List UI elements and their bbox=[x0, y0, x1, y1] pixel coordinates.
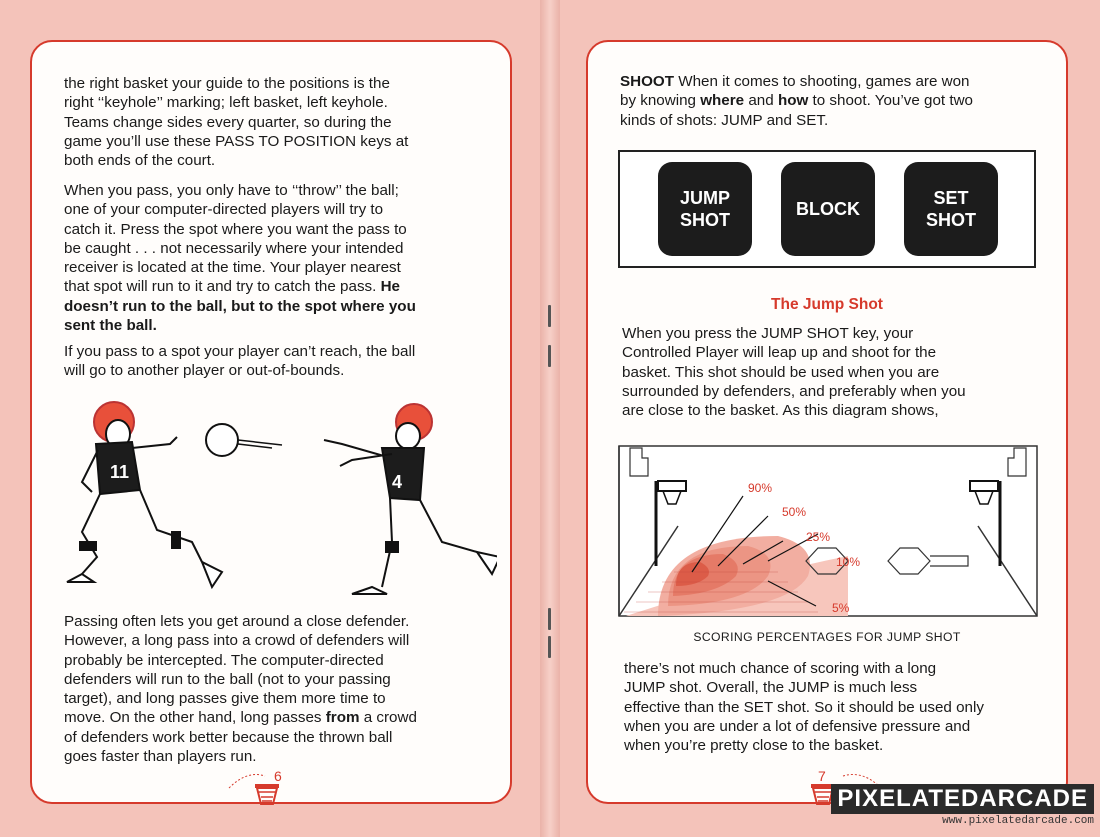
jersey-number: 11 bbox=[110, 462, 130, 482]
passing-illustration bbox=[52, 382, 497, 597]
label-25: 25% bbox=[806, 530, 831, 544]
paragraph-keyhole: the right basket your guide to the positions is the right ‘‘keyhole’’ marking; left basket, left keyhole. Teams change sides every quarter, so during the game you’ll use these PASS TO POSITION keys at both ends of the court. bbox=[64, 75, 409, 170]
paragraph-jump-shot: When you press the JUMP SHOT key, your Controlled Player will leap up and shoot for the basket. This shot should be used when you are surrounded by defenders, and preferably when you are close to the basket. As this diagram shows, bbox=[622, 325, 966, 420]
basketball bbox=[206, 424, 238, 456]
basket-net-icon bbox=[227, 770, 307, 806]
jersey-number: 4 bbox=[392, 472, 403, 492]
staple bbox=[548, 608, 551, 630]
jump-shot-court-diagram bbox=[618, 436, 1038, 626]
player-right bbox=[324, 404, 497, 594]
section-heading: The Jump Shot bbox=[771, 296, 883, 313]
label-90: 90% bbox=[748, 481, 773, 495]
label-10: 10% bbox=[836, 555, 861, 569]
paragraph-passing: When you pass, you only have to ‘‘throw’’ the ball; one of your computer-directed players will try to catch it. Press the spot where you want the pass to be caught . . . not necessarily where your intended receiver is located at the time. Your player nearest that spot will run to it and try to catch the pass. He doesn’t run to the ball, but to the spot where you sent the ball. bbox=[64, 182, 416, 335]
paragraph-long-jump: there’s not much chance of scoring with a long JUMP shot. Overall, the JUMP is much less effective than the SET shot. So it should be used only when you are under a lot of defensive pressure and when you’re pretty close to the basket. bbox=[624, 660, 984, 755]
page-number: 7 bbox=[818, 768, 826, 784]
page-number: 6 bbox=[274, 768, 282, 784]
staple bbox=[548, 305, 551, 327]
motion-lines bbox=[238, 440, 282, 448]
label-5: 5% bbox=[832, 601, 850, 615]
paragraph-unreachable: If you pass to a spot your player can’t reach, the ball will go to another player or out-of-bounds. bbox=[64, 343, 416, 380]
label-50: 50% bbox=[782, 505, 807, 519]
set-shot-key: SET SHOT bbox=[904, 162, 998, 256]
site-watermark bbox=[831, 784, 1094, 827]
diagram-caption: SCORING PERCENTAGES FOR JUMP SHOT bbox=[693, 630, 961, 644]
block-key: BLOCK bbox=[781, 162, 875, 256]
jump-shot-key: JUMP SHOT bbox=[658, 162, 752, 256]
paragraph-long-pass: Passing often lets you get around a close defender. However, a long pass into a crowd of defenders will probably be intercepted. The computer-directed defenders will run to the ball (not to your passing target), and long passes give them more time to move. On the other hand, long passes from a crowd of defenders work better because the thrown ball goes faster than players run. bbox=[64, 613, 417, 766]
watermark-url: www.pixelatedarcade.com bbox=[942, 815, 1094, 827]
paragraph-shoot: SHOOT When it comes to shooting, games are won by knowing where and how to shoot. You’ve got two kinds of shots: JUMP and SET. bbox=[620, 73, 973, 129]
staple bbox=[548, 636, 551, 658]
shot-keys-panel bbox=[618, 150, 1036, 268]
player-left bbox=[67, 402, 222, 587]
left-page bbox=[30, 40, 512, 804]
right-page bbox=[586, 40, 1068, 804]
booklet-spine bbox=[540, 0, 560, 837]
watermark-title: PIXELATEDARCADE bbox=[831, 784, 1094, 814]
staple bbox=[548, 345, 551, 367]
